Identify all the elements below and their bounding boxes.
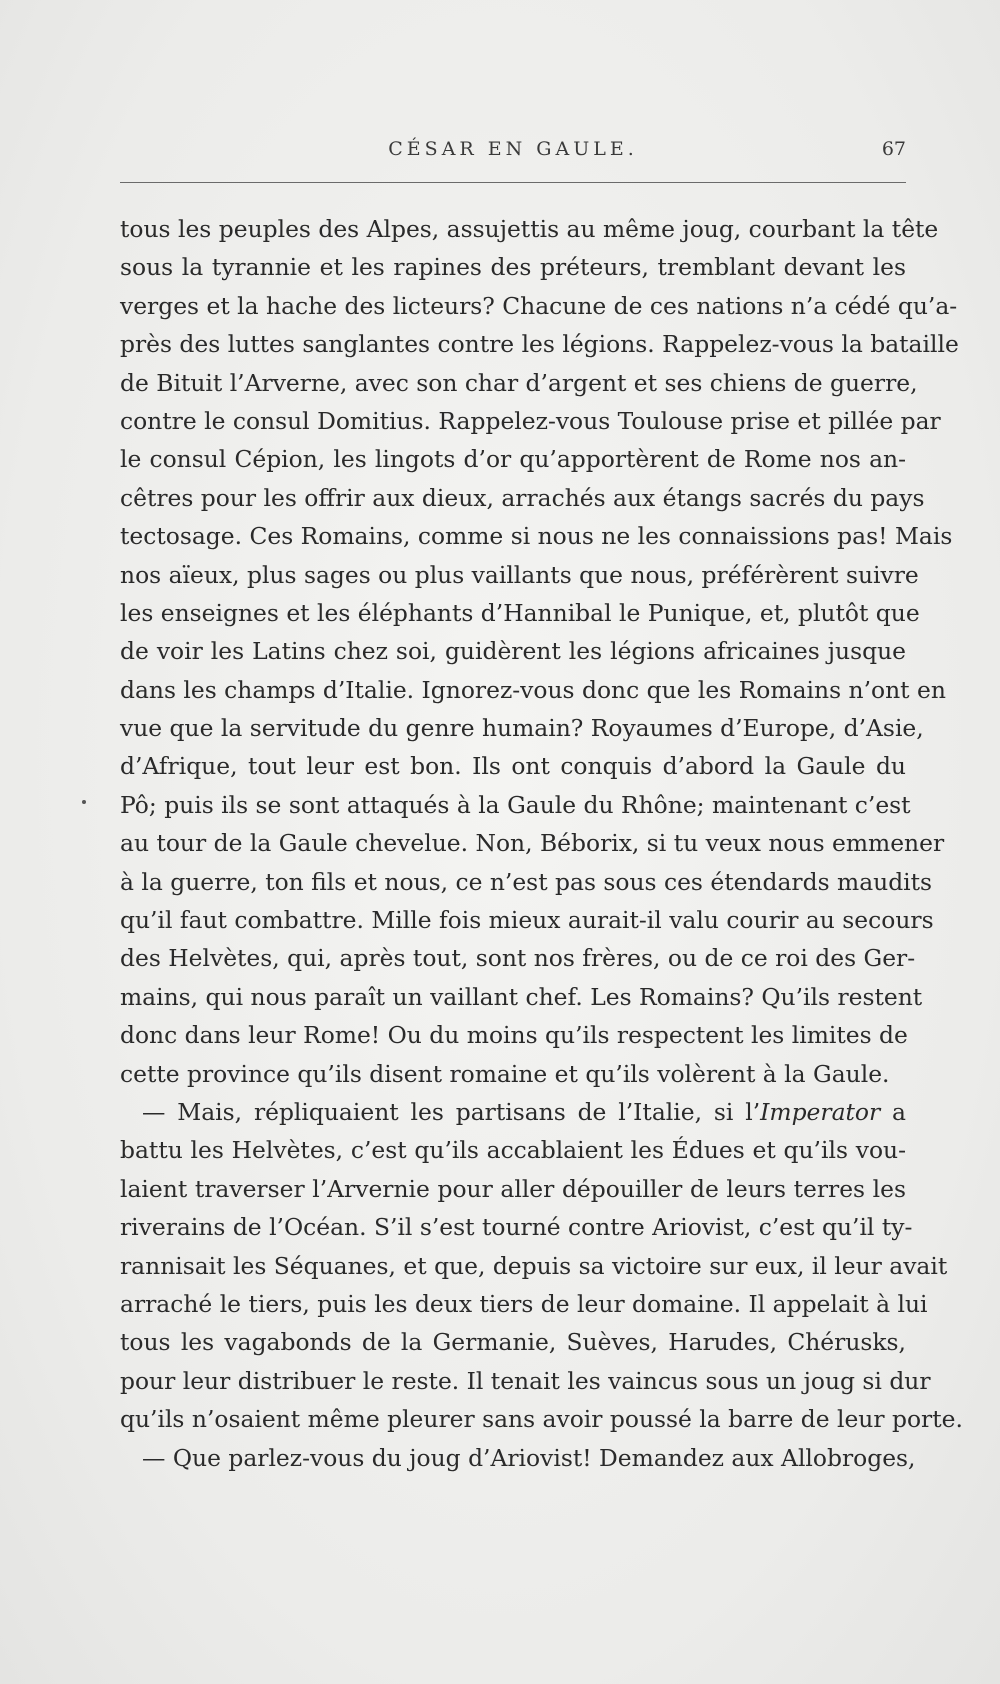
text-line: mains, qui nous paraît un vaillant chef. Les Romains? Qu’ils restent [120,982,923,1011]
page-number: 67 [881,138,906,160]
text-line: des Helvètes, qui, après tout, sont nos frères, ou de ce roi des Ger- [120,944,916,973]
dialogue-line-end: a [880,1097,906,1126]
running-head [120,134,906,170]
dialogue-line-start: — Mais, répliquaient les partisans de l’Italie, si l’ [142,1097,761,1126]
paper-speck [82,800,86,804]
running-title: CÉSAR EN GAULE. [388,138,638,160]
text-line: laient traverser l’Arvernie pour aller dépouiller de leurs terres les [120,1174,906,1203]
body-text [120,210,963,1477]
text-line: au tour de la Gaule chevelue. Non, Béborix, si tu veux nous emmener [120,829,945,858]
text-line: — Que parlez-vous du joug d’Ariovist! Demandez aux Allobroges, [142,1443,916,1472]
text-line: vue que la servitude du genre humain? Royaumes d’Europe, d’Asie, [120,714,924,743]
text-line: à la guerre, ton fils et nous, ce n’est pas sous ces étendards maudits [120,867,933,896]
text-line: de Bituit l’Arverne, avec son char d’argent et ses chiens de guerre, [120,368,918,397]
text-line: près des luttes sanglantes contre les légions. Rappelez-vous la bataille [120,330,959,359]
text-line: sous la tyrannie et les rapines des préteurs, tremblant devant les [120,253,906,282]
text-line: les enseignes et les éléphants d’Hannibal le Punique, et, plutôt que [120,598,920,627]
header-rule [120,182,906,183]
text-line: donc dans leur Rome! Ou du moins qu’ils respectent les limites de [120,1021,908,1050]
text-line: qu’ils n’osaient même pleurer sans avoir poussé la barre de leur porte. [120,1405,963,1434]
text-line: le consul Cépion, les lingots d’or qu’apportèrent de Rome nos an- [120,445,906,474]
text-line: d’Afrique, tout leur est bon. Ils ont conquis d’abord la Gaule du [120,752,906,781]
text-line: cette province qu’ils disent romaine et qu’ils volèrent à la Gaule. [120,1059,890,1088]
text-line: tous les peuples des Alpes, assujettis au même joug, courbant la tête [120,215,939,243]
text-line: de voir les Latins chez soi, guidèrent les légions africaines jusque [120,637,906,666]
text-line: tous les vagabonds de la Germanie, Suèves, Harudes, Chérusks, [120,1328,906,1357]
text-line: battu les Helvètes, c’est qu’ils accablaient les Édues et qu’ils vou- [120,1136,906,1165]
text-line: qu’il faut combattre. Mille fois mieux aurait-il valu courir au secours [120,906,934,935]
text-line: tectosage. Ces Romains, comme si nous ne les connaissions pas! Mais [120,522,953,551]
text-line: verges et la hache des licteurs? Chacune de ces nations n’a cédé qu’a- [120,291,958,320]
text-line: contre le consul Domitius. Rappelez-vous Toulouse prise et pillée par [120,406,941,435]
text-line: pour leur distribuer le reste. Il tenait les vaincus sous un joug si dur [120,1366,931,1395]
text-line: nos aïeux, plus sages ou plus vaillants que nous, préférèrent suivre [120,560,919,589]
text-line: dans les champs d’Italie. Ignorez-vous donc que les Romains n’ont en [120,675,946,704]
dialogue-line [120,1093,906,1131]
text-line: arraché le tiers, puis les deux tiers de leur domaine. Il appelait à lui [120,1289,928,1318]
text-line: Pô; puis ils se sont attaqués à la Gaule du Rhône; maintenant c’est [120,790,911,819]
italic-word: Imperator [760,1097,881,1126]
text-line: cêtres pour les offrir aux dieux, arrachés aux étangs sacrés du pays [120,483,925,512]
text-line: rannisait les Séquanes, et que, depuis sa victoire sur eux, il leur avait [120,1251,948,1280]
text-line: riverains de l’Océan. S’il s’est tourné contre Ariovist, c’est qu’il ty- [120,1213,913,1242]
